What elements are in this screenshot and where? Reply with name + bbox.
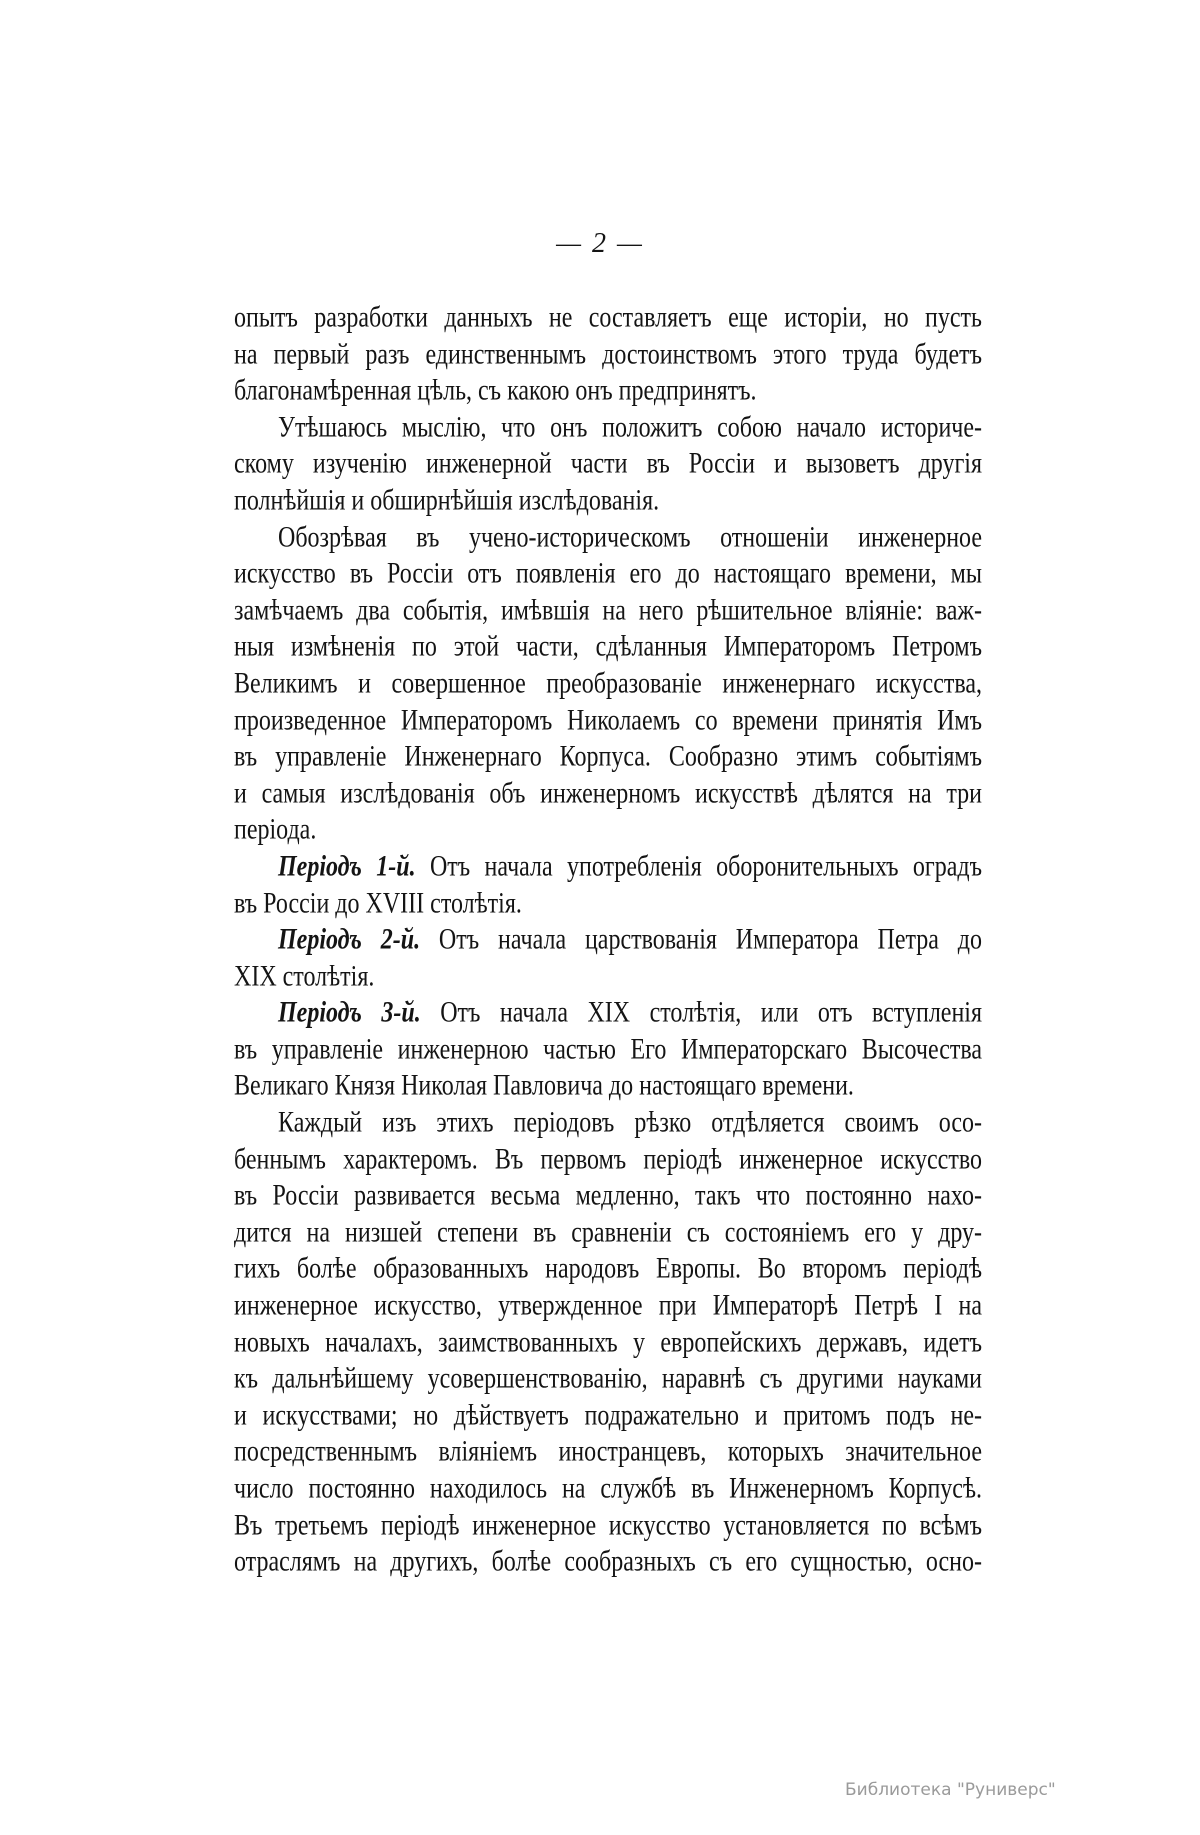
- text-line: беннымъ характеромъ. Въ первомъ періодѣ инженерное искусство: [234, 1143, 982, 1176]
- text-line: Великаго Князя Николая Павловича до настоящаго времени.: [234, 1070, 854, 1103]
- text-line: въ Россіи развивается весьма медленно, такъ что постоянно нахо-: [234, 1180, 982, 1213]
- period-heading: Періодъ 2-й.: [278, 924, 421, 956]
- paragraph: [234, 520, 982, 849]
- text-line: въ управленіе Инженернаго Корпуса. Сообразно этимъ событіямъ: [234, 741, 982, 773]
- text-line: новыхъ началахъ, заимствованныхъ у европейскихъ державъ, идетъ: [234, 1326, 982, 1359]
- period-description: Отъ начала употребленія оборонительныхъ оградъ: [415, 850, 982, 883]
- paragraph: [234, 849, 982, 922]
- paragraph: [234, 995, 982, 1105]
- text-line: число постоянно находилось на службѣ въ Инженерномъ Корпусѣ.: [234, 1473, 982, 1505]
- period-description: Отъ начала царствованія Императора Петра до: [420, 924, 982, 956]
- text-line: въ управленіе инженерною частью Его Императорскаго Высочества: [234, 1033, 982, 1066]
- text-line: дится на низшей степени въ сравненіи съ состояніемъ его у дру-: [234, 1216, 982, 1249]
- period-description: Отъ начала XIX столѣтія, или отъ вступленія: [420, 997, 982, 1030]
- text-line: посредственнымъ вліяніемъ иностранцевъ, которыхъ значительное: [234, 1436, 982, 1469]
- text-line: и искусствами; но дѣйствуетъ подражательно и притомъ подъ не-: [234, 1399, 982, 1432]
- text-line: XIX столѣтія.: [234, 960, 375, 993]
- period-heading: Періодъ 1-й.: [278, 850, 416, 883]
- page-body-text: [234, 300, 982, 1581]
- library-watermark: Библиотека "Руниверс": [845, 1780, 1056, 1800]
- text-line: инженерное искусство, утвержденное при Императорѣ Петрѣ I на: [234, 1290, 982, 1322]
- page-number: — 2 —: [556, 228, 644, 259]
- paragraph: [234, 922, 982, 995]
- paragraph: [234, 410, 982, 520]
- text-line: Каждый изъ этихъ періодовъ рѣзко отдѣляется своимъ осо-: [278, 1107, 982, 1139]
- text-line: искусство въ Россіи отъ появленія его до настоящаго времени, мы: [234, 558, 982, 590]
- text-line: опытъ разработки данныхъ не составляетъ еще исторіи, но пусть: [234, 302, 982, 334]
- text-line: полнѣйшія и обширнѣйшія изслѣдованія.: [234, 485, 660, 517]
- text-line: Обозрѣвая въ учено-историческомъ отношеніи инженерное: [278, 521, 982, 554]
- text-line: въ Россіи до XVIII столѣтія.: [234, 887, 522, 920]
- text-line: на первый разъ единственнымъ достоинствомъ этого труда будетъ: [234, 338, 982, 371]
- text-line: Въ третьемъ періодѣ инженерное искусство установляется по всѣмъ: [234, 1509, 982, 1542]
- text-line: Великимъ и совершенное преобразованіе инженернаго искусства,: [234, 668, 982, 700]
- text-line: произведенное Императоромъ Николаемъ со времени принятія Имъ: [234, 704, 982, 737]
- paragraph: [234, 300, 982, 410]
- text-line: скому изученію инженерной части въ Россіи и вызоветъ другія: [234, 448, 982, 481]
- text-line: къ дальнѣйшему усовершенствованію, наравнѣ съ другими науками: [234, 1363, 982, 1396]
- paragraph: [234, 1105, 982, 1581]
- text-line: Утѣшаюсь мыслію, что онъ положитъ собою начало историче-: [278, 411, 982, 444]
- text-line: благонамѣренная цѣль, съ какою онъ предпринятъ.: [234, 375, 757, 407]
- text-line: періода.: [234, 814, 317, 847]
- text-line: замѣчаемъ два событія, имѣвшія на него рѣшительное вліяніе: важ-: [234, 594, 982, 627]
- text-line: отраслямъ на другихъ, болѣе сообразныхъ съ его сущностью, осно-: [234, 1546, 982, 1578]
- text-line: и самыя изслѣдованія объ инженерномъ искусствѣ дѣлятся на три: [234, 777, 982, 810]
- text-line: гихъ болѣе образованныхъ народовъ Европы. Во второмъ періодѣ: [234, 1253, 982, 1286]
- text-line: ныя измѣненія по этой части, сдѣланныя Императоромъ Петромъ: [234, 631, 982, 664]
- period-heading: Періодъ 3-й.: [278, 997, 421, 1030]
